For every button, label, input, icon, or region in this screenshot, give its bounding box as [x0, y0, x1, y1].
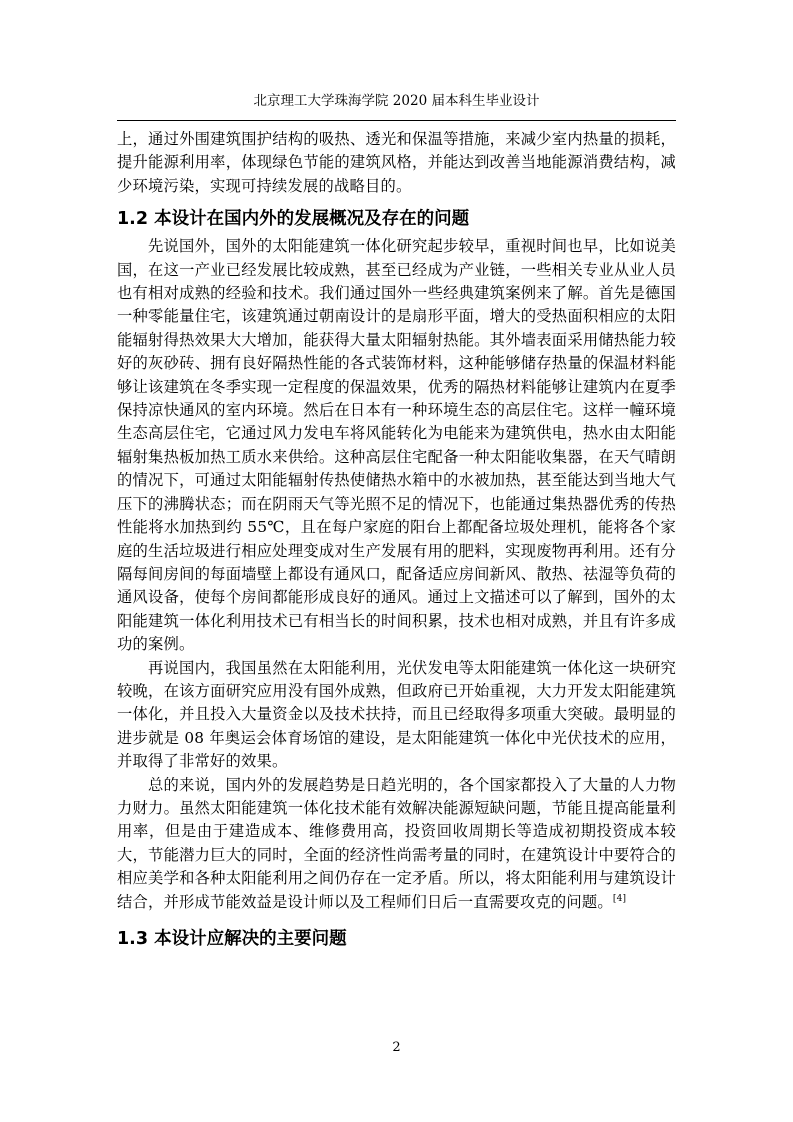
header-rule: [117, 120, 676, 121]
page-content: [117, 128, 676, 952]
page-number: 2: [392, 1040, 401, 1055]
section-1-3-heading: 1.3 本设计应解决的主要问题: [117, 929, 347, 949]
intro-paragraph: 上，通过外围建筑围护结构的吸热、透光和保温等措施，来减少室内热量的损耗，提升能源利用率，体现绿色节能的建筑风格，并能达到改善当地能源消费结构，减少环境污染，实现可持续发展的战略目的。: [117, 130, 676, 195]
header-title: 北京理工大学珠海学院 2020 届本科生毕业设计: [253, 93, 540, 109]
citation-ref[interactable]: [4]: [612, 893, 627, 904]
running-header: [117, 92, 676, 110]
paragraph-domestic: 再说国内，我国虽然在太阳能利用，光伏发电等太阳能建筑一体化这一块研究较晚，在该方面研究应用没有国外成熟，但政府已开始重视，大力开发太阳能建筑一体化，并且投入大量资金以及技术扶持，而且已经取得多项重大突破。最明显的进步就是 08 年奥运会体育场馆的建设，是太阳能建筑一体化中光伏技术的应用，并取得了非常好的效果。: [117, 658, 676, 771]
paragraph-summary: [117, 774, 676, 914]
section-1-2-heading: 1.2 本设计在国内外的发展概况及存在的问题: [117, 209, 470, 230]
paragraph-summary-text: 总的来说，国内外的发展趋势是日趋光明的，各个国家都投入了大量的人力物力财力。虽然太阳能建筑一体化技术能有效解决能源短缺问题，节能且提高能量利用率，但是由于建造成本、维修费用高，投资回收周期长等造成初期投资成本较大，节能潜力巨大的同时，全面的经济性尚需考量的同时，在建筑设计中要符合的相应美学和各种太阳能利用之间仍存在一定矛盾。所以，将太阳能利用与建筑设计结合，并形成节能效益是设计师以及工程师们日后一直需要攻克的问题。: [117, 775, 676, 911]
paragraph-abroad: 先说国外，国外的太阳能建筑一体化研究起步较早，重视时间也早，比如说美国，在这一产业已经发展比较成熟，甚至已经成为产业链，一些相关专业从业人员也有相对成熟的经验和技术。我们通过国外一些经典建筑案例来了解。首先是德国一种零能量住宅，该建筑通过朝南设计的是扇形平面，增大的受热面积相应的太阳能辐射得热效果大大增加，能获得大量太阳辐射热能。其外墙表面采用储热能力较好的灰砂砖、拥有良好隔热性能的各式装饰材料，这种能够储存热量的保温材料能够让该建筑在冬季实现一定程度的保温效果，优秀的隔热材料能够让建筑内在夏季保持凉快通风的室内环境。然后在日本有一种环境生态的高层住宅。这样一幢环境生态高层住宅，它通过风力发电车将风能转化为电能来为建筑供电，热水由太阳能辐射集热板加热工质水来供给。这种高层住宅配备一种太阳能收集器，在天气晴朗的情况下，可通过太阳能辐射传热使储热水箱中的水被加热，甚至能达到当地大气压下的沸腾状态；而在阴雨天气等光照不足的情况下，也能通过集热器优秀的传热性能将水加热到约 55℃，且在每户家庭的阳台上都配备垃圾处理机，能将各个家庭的生活垃圾进行相应处理变成对生产发展有用的肥料，实现废物再利用。还有分隔每间房间的每面墙壁上都设有通风口，配备适应房间新风、散热、祛湿等负荷的通风设备，使每个房间都能形成良好的通风。通过上文描述可以了解到，国外的太阳能建筑一体化利用技术已有相当长的时间积累，技术也相对成熟，并且有许多成功的案例。: [117, 237, 676, 654]
